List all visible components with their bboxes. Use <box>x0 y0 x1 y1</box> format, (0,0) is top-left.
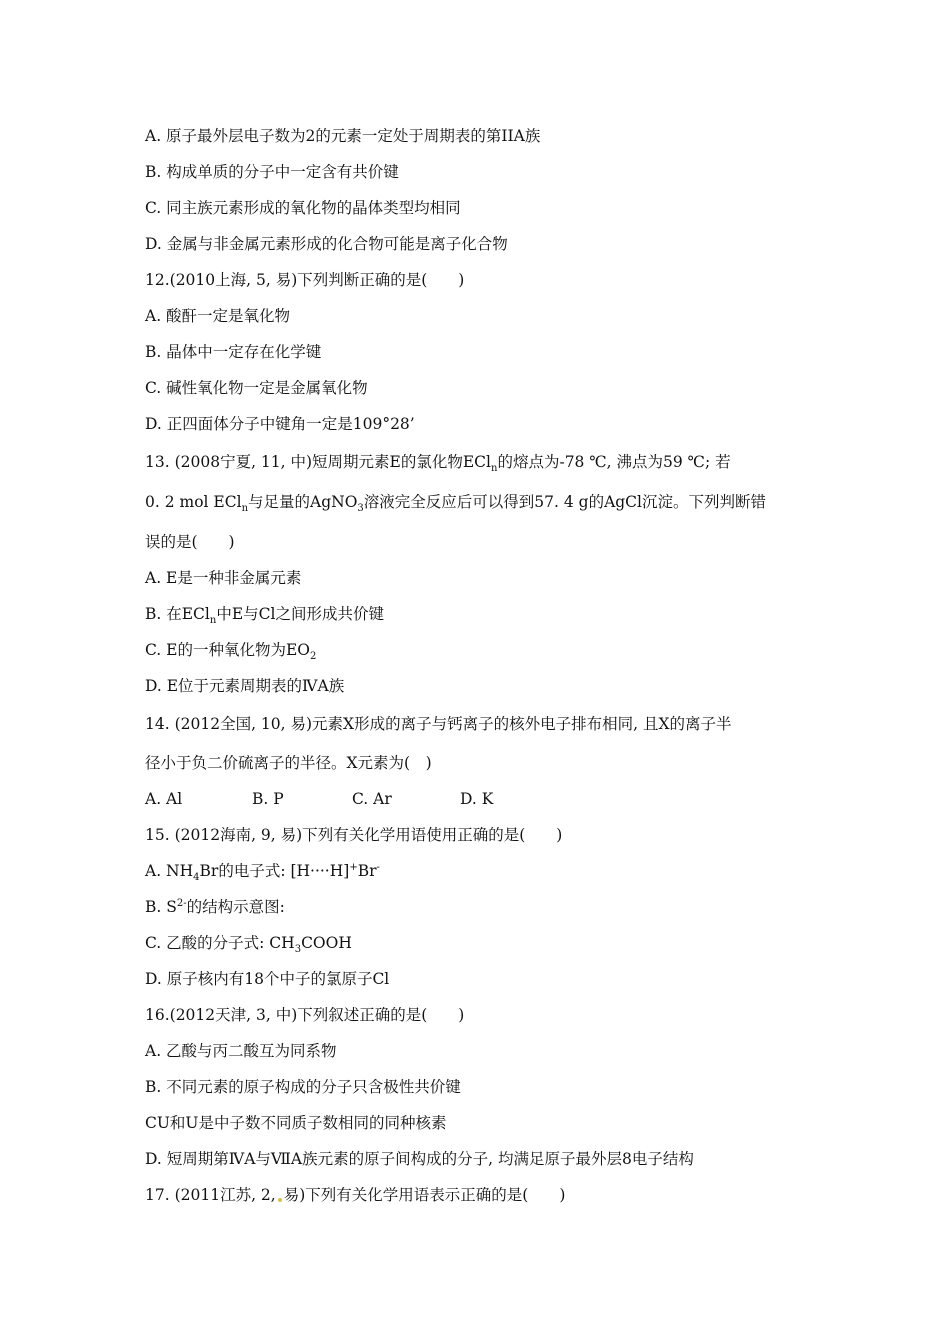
q13-stem-2-part-b: 与足量的AgNO <box>248 493 358 511</box>
superscript-minus: - <box>376 861 380 873</box>
q13-option-b-part-b: 中E与Cl之间形成共价键 <box>216 605 384 623</box>
q12-stem: 12.(2010上海, 5, 易)下列判断正确的是( ) <box>145 271 465 289</box>
q15-option-c <box>145 933 810 956</box>
q16-option-b: B. 不同元素的原子构成的分子只含极性共价键 <box>145 1078 461 1096</box>
q14-option-d: D. K <box>460 790 494 808</box>
q16-stem: 16.(2012天津, 3, 中)下列叙述正确的是( ) <box>145 1006 465 1024</box>
q14-option-c: C. Ar <box>352 790 392 808</box>
subscript-2: 2 <box>310 651 317 663</box>
q15-option-a-part-b: Br的电子式: [H····H] <box>199 862 350 880</box>
q16-option-c: CU和U是中子数不同质子数相同的同种核素 <box>145 1114 447 1132</box>
q11-option-a: A. 原子最外层电子数为2的元素一定处于周期表的第IIA族 <box>145 127 541 145</box>
q14-stem-line-1: 14. (2012全国, 10, 易)元素X形成的离子与钙离子的核外电子排布相同, 且X的离子半 <box>145 715 732 733</box>
q13-option-b-part-a: B. 在ECl <box>145 605 210 623</box>
q17-stem <box>145 1185 810 1205</box>
q13-stem-1-part-a: 13. (2008宁夏, 11, 中)短周期元素E的氯化物ECl <box>145 453 491 471</box>
q12-option-c: C. 碱性氧化物一定是金属氧化物 <box>145 379 368 397</box>
q15-option-a-part-c: Br <box>357 862 377 880</box>
q15-option-b-part-b: 的结构示意图: <box>186 898 285 916</box>
subscript-n: n <box>241 503 249 515</box>
subscript-n: n <box>491 463 498 475</box>
q12-option-a: A. 酸酐一定是氧化物 <box>145 307 291 325</box>
q13-option-c <box>145 640 810 663</box>
superscript-2-minus: 2- <box>176 897 187 909</box>
subscript-3: 3 <box>294 944 302 956</box>
q15-option-a-part-a: A. NH <box>145 862 194 880</box>
q15-option-b <box>145 897 810 917</box>
q14-option-b: B. P <box>252 790 284 808</box>
subscript-3: 3 <box>357 503 364 515</box>
subscript-n: n <box>209 615 217 627</box>
q13-stem-1-part-b: 的熔点为-78 ℃, 沸点为59 ℃; 若 <box>497 453 731 471</box>
superscript-plus: + <box>349 861 358 873</box>
q13-stem-line-1 <box>145 452 810 475</box>
q15-option-c-part-b: COOH <box>301 934 352 952</box>
q11-option-c: C. 同主族元素形成的氧化物的晶体类型均相同 <box>145 199 461 217</box>
q14-option-a: A. Al <box>145 790 183 808</box>
subscript-4: 4 <box>193 872 200 884</box>
q15-option-a <box>145 861 810 884</box>
q14-stem-line-2: 径小于负二价硫离子的半径。X元素为( ) <box>145 754 432 772</box>
q17-stem-part-b: 易)下列有关化学用语表示正确的是( ) <box>283 1186 566 1204</box>
yellow-dot-mark <box>278 1198 282 1202</box>
q15-stem: 15. (2012海南, 9, 易)下列有关化学用语使用正确的是( ) <box>145 826 563 844</box>
q12-option-b: B. 晶体中一定存在化学键 <box>145 343 322 361</box>
q13-option-a: A. E是一种非金属元素 <box>145 569 302 587</box>
q11-option-b: B. 构成单质的分子中一定含有共价键 <box>145 163 399 181</box>
q16-option-d: D. 短周期第ⅣA与ⅦA族元素的原子间构成的分子, 均满足原子最外层8电子结构 <box>145 1150 694 1168</box>
q13-option-c-text: C. E的一种氧化物为EO <box>145 641 310 659</box>
q13-option-b <box>145 604 810 627</box>
q13-stem-2-part-a: 0. 2 mol ECl <box>145 493 242 511</box>
q13-stem-line-3: 误的是( ) <box>145 533 235 551</box>
q17-stem-part-a: 17. (2011江苏, 2, <box>145 1186 276 1204</box>
q12-option-d: D. 正四面体分子中键角一定是109°28’ <box>145 415 415 433</box>
q15-option-d: D. 原子核内有18个中子的氯原子Cl <box>145 970 390 988</box>
q16-option-a: A. 乙酸与丙二酸互为同系物 <box>145 1042 337 1060</box>
q15-option-c-part-a: C. 乙酸的分子式: CH <box>145 934 295 952</box>
q11-option-d: D. 金属与非金属元素形成的化合物可能是离子化合物 <box>145 235 508 253</box>
q15-option-b-part-a: B. S <box>145 898 177 916</box>
q13-option-d: D. E位于元素周期表的ⅣA族 <box>145 677 345 695</box>
q13-stem-2-part-c: 溶液完全反应后可以得到57. 4 g的AgCl沉淀。下列判断错 <box>363 493 767 511</box>
q13-stem-line-2 <box>145 492 810 515</box>
